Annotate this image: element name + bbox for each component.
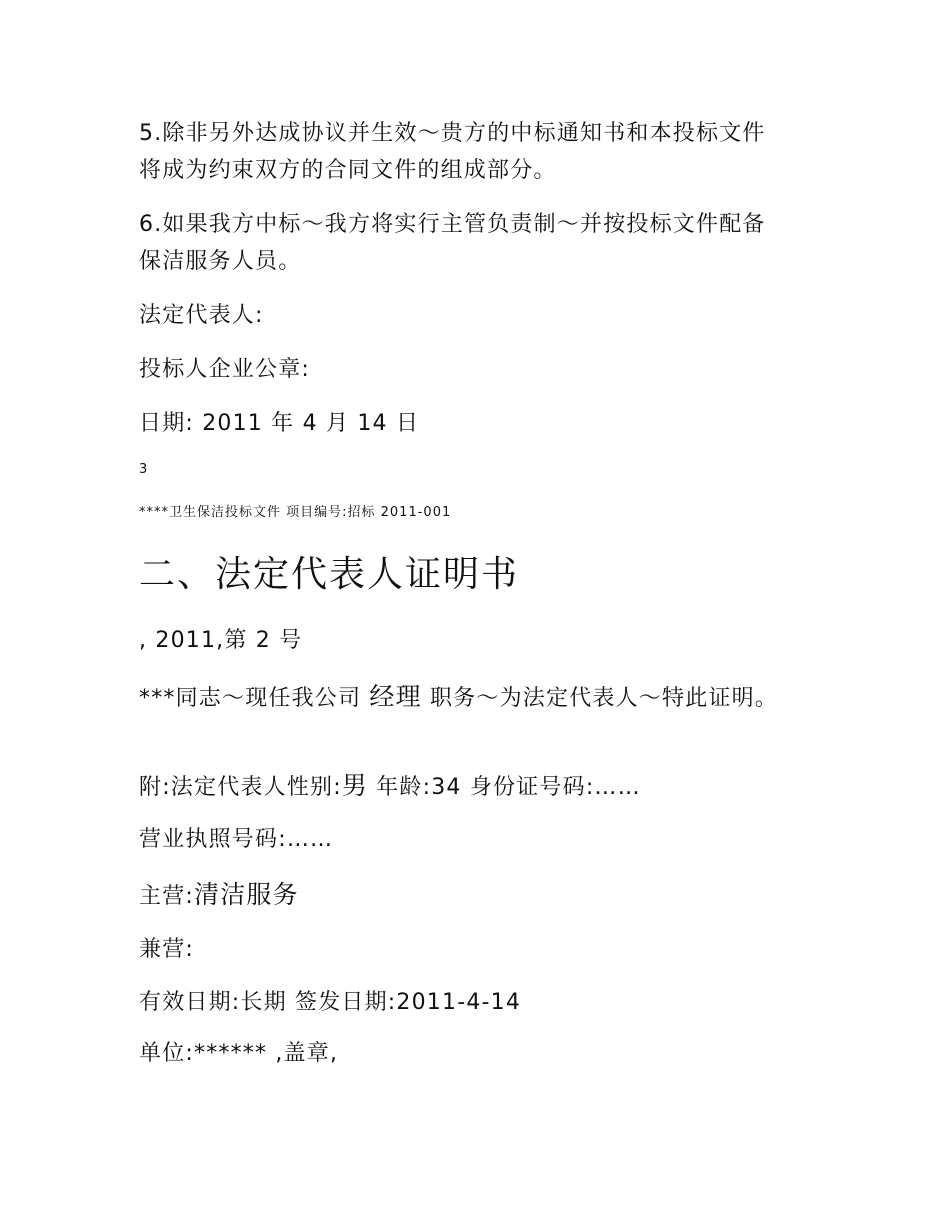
details-suffix: 年龄:34 身份证号码:…… [368, 775, 641, 800]
details-prefix: 附:法定代表人性别: [139, 775, 342, 800]
statement-position: 经理 [369, 682, 422, 711]
main-business-line [139, 882, 299, 908]
page-number: 3 [139, 462, 149, 477]
clause-5-line-2: 将成为约束双方的合同文件的组成部分。 [139, 158, 557, 183]
section-title: 二、法定代表人证明书 [139, 554, 520, 595]
unit-seal-line: 单位:****** ,盖章, [139, 1041, 339, 1066]
validity-line: 有效日期:长期 签发日期:2011-4-14 [139, 990, 522, 1015]
certification-statement [139, 684, 778, 710]
statement-prefix: ***同志～现任我公司 [139, 686, 370, 711]
document-number: , 2011,第 2 号 [139, 628, 303, 653]
clause-6-line-1: 6.如果我方中标～我方将实行主管负责制～并按投标文件配备 [139, 212, 766, 237]
clause-6-line-2: 保洁服务人员。 [139, 249, 302, 274]
main-business-value: 清洁服务 [194, 880, 299, 909]
legal-representative-label: 法定代表人: [139, 303, 264, 328]
side-business-line: 兼营: [139, 937, 195, 962]
running-header: ****卫生保洁投标文件 项目编号:招标 2011-001 [139, 505, 452, 520]
signature-date: 日期: 2011 年 4 月 14 日 [139, 411, 420, 436]
business-license-line: 营业执照号码:…… [139, 827, 334, 852]
clause-5-line-1: 5.除非另外达成协议并生效～贵方的中标通知书和本投标文件 [139, 121, 766, 146]
representative-details [139, 773, 641, 799]
statement-suffix: 职务～为法定代表人～特此证明。 [421, 686, 779, 711]
gender-value: 男 [341, 771, 369, 800]
main-business-label: 主营: [139, 884, 195, 909]
company-seal-label: 投标人企业公章: [139, 357, 311, 382]
